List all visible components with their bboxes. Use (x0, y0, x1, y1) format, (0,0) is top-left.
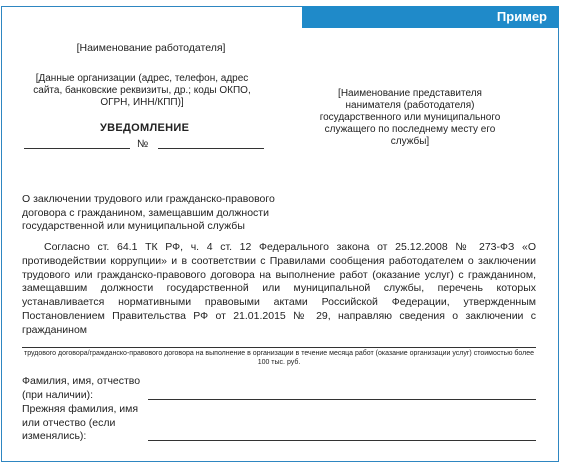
example-badge: Пример (302, 6, 559, 28)
notice-body-text: Согласно ст. 64.1 ТК РФ, ч. 4 ст. 12 Федерального закона от 25.12.2008 № 273-ФЗ «О противодействии коррупции» и в соответствии с Правилами сообщения работодателем о заключении трудового или гражданско-правового договора на выполнение работ (оказание услуг) с гражданином, замещавшим должности государственной или муниципальной службы, перечень которых устанавливается нормативными правовыми актами Российской Федерации, утвержденным Постановлением Правительства РФ от 21.01.2015 № 29, направляю сведения о заключении с гражданином (22, 241, 536, 336)
full-name-label: Фамилия, имя, отчество (при наличии): (22, 375, 141, 401)
former-name-line[interactable] (148, 440, 536, 441)
contract-caption: трудового договора/гражданско-правового договора на выполнение в организации в течение месяца работ (оказание организации услуг) стоимостью более 100 тыс. руб. (23, 350, 535, 366)
contract-line (22, 347, 536, 348)
number-line (158, 148, 264, 149)
number-sign: № (137, 138, 149, 150)
former-name-label: Прежняя фамилия, имя или отчество (если изменялись): (22, 403, 139, 442)
organization-data-placeholder: [Данные организации (адрес, телефон, адрес сайта, банковские реквизиты, др.; коды ОКПО, ОГРН, ИНН/КПП)] (33, 73, 251, 108)
document-title: УВЕДОМЛЕНИЕ (100, 122, 190, 134)
date-line (24, 148, 130, 149)
representative-name-placeholder: [Наименование представителя нанимателя (работодателя) государственного или муниципального служащего по последнему месту его службы] (319, 88, 501, 147)
notice-subject: О заключении трудового или гражданско-правового договора с гражданином, замещавшим должности государственной или муниципальной службы (22, 193, 275, 232)
notice-body (22, 241, 536, 338)
full-name-line[interactable] (148, 399, 536, 400)
employer-name-placeholder: [Наименование работодателя] (76, 42, 226, 54)
